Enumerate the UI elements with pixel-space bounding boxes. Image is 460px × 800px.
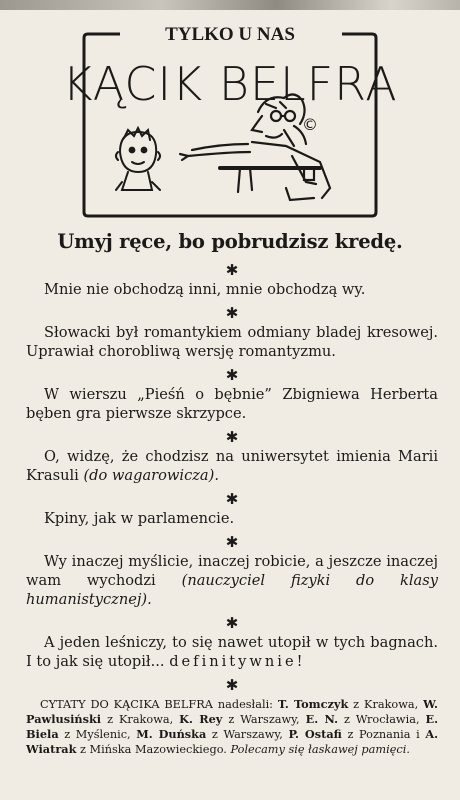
logo-title: KĄCIK BELFRA bbox=[62, 57, 398, 111]
copyright-mark: © bbox=[302, 115, 318, 134]
quotes-column bbox=[26, 262, 438, 757]
quote-3: W wierszu „Pieśń o bębnie” Zbigniewa Herberta bęben gra pierwsze skrzypce. bbox=[26, 386, 438, 422]
contributor-name: A. Wiatrak bbox=[26, 727, 439, 756]
quote-note: (do wagarowicza). bbox=[83, 467, 219, 484]
quote-2: Słowacki był romantykiem odmiany bladej kresowej. Uprawiał chorobliwą wersję romantyzmu. bbox=[26, 324, 438, 360]
quote-5: Kpiny, jak w parlamencie. bbox=[44, 510, 235, 527]
contributor-name: P. Ostafi bbox=[288, 727, 342, 741]
credits-paragraph: CYTATY DO KĄCIKA BELFRA nadesłali: T. Tomczyk z Krakowa, W. Pawlusiński z Krakowa, K. Rey z Warszawy, E. N. z Wrocławia, E. Biela z Myślenic, M. Duńska z Warszawy, P. Ostafi z Poznania i A. Wiatrak z Mińska Mazowieckiego. Polecamy się łaskawej pamięci. bbox=[26, 697, 439, 756]
contributor-name: W. Pawlusiński bbox=[26, 697, 438, 726]
separator-star: ✱ bbox=[225, 366, 239, 384]
quote-6: Wy inaczej myślicie, inaczej robicie, a jeszcze inaczej wam wychodzi (nauczyciel fizyki do klasy humanistycznej). bbox=[26, 553, 438, 608]
contributor-name: T. Tomczyk bbox=[277, 697, 349, 711]
kacik-belfra-logo bbox=[62, 12, 398, 222]
separator-star: ✱ bbox=[225, 533, 239, 551]
contributor-name: K. Rey bbox=[179, 712, 223, 726]
contributor-name: M. Duńska bbox=[136, 727, 207, 741]
headline: Umyj ręce, bo pobrudzisz kredę. bbox=[57, 230, 403, 253]
student-cartoon bbox=[116, 128, 160, 190]
quote-4: O, widzę, że chodzisz na uniwersytet imienia Marii Krasuli (do wagarowicza). bbox=[26, 448, 438, 484]
contributor-name: E. N. bbox=[305, 712, 339, 726]
contributor-name: E. Biela bbox=[26, 712, 439, 741]
separator-star: ✱ bbox=[225, 614, 239, 632]
logo-tagline: TYLKO U NAS bbox=[165, 24, 295, 45]
quote-7: A jeden leśniczy, to się nawet utopił w tych bagnach. I to jak się utopił... definitywnie! bbox=[26, 634, 438, 670]
separator-star: ✱ bbox=[225, 261, 239, 279]
credits-sent-by: nadesłali: bbox=[217, 698, 273, 711]
previous-article-edge bbox=[0, 0, 460, 10]
logo-illustration bbox=[62, 12, 398, 222]
credits-intro: CYTATY DO KĄCIKA BELFRA bbox=[40, 698, 213, 711]
separator-star: ✱ bbox=[225, 676, 239, 694]
quote-note: (nauczyciel fizyki do klasy humanistycznej). bbox=[26, 572, 438, 608]
quote-1: Mnie nie obchodzą inni, mnie obchodzą wy. bbox=[44, 281, 366, 298]
credits-closing: Polecamy się łaskawej pamięci. bbox=[230, 743, 410, 756]
separator-star: ✱ bbox=[225, 490, 239, 508]
separator-star: ✱ bbox=[225, 304, 239, 322]
separator-star: ✱ bbox=[225, 428, 239, 446]
quote-emphasis: definitywnie! bbox=[169, 653, 306, 670]
